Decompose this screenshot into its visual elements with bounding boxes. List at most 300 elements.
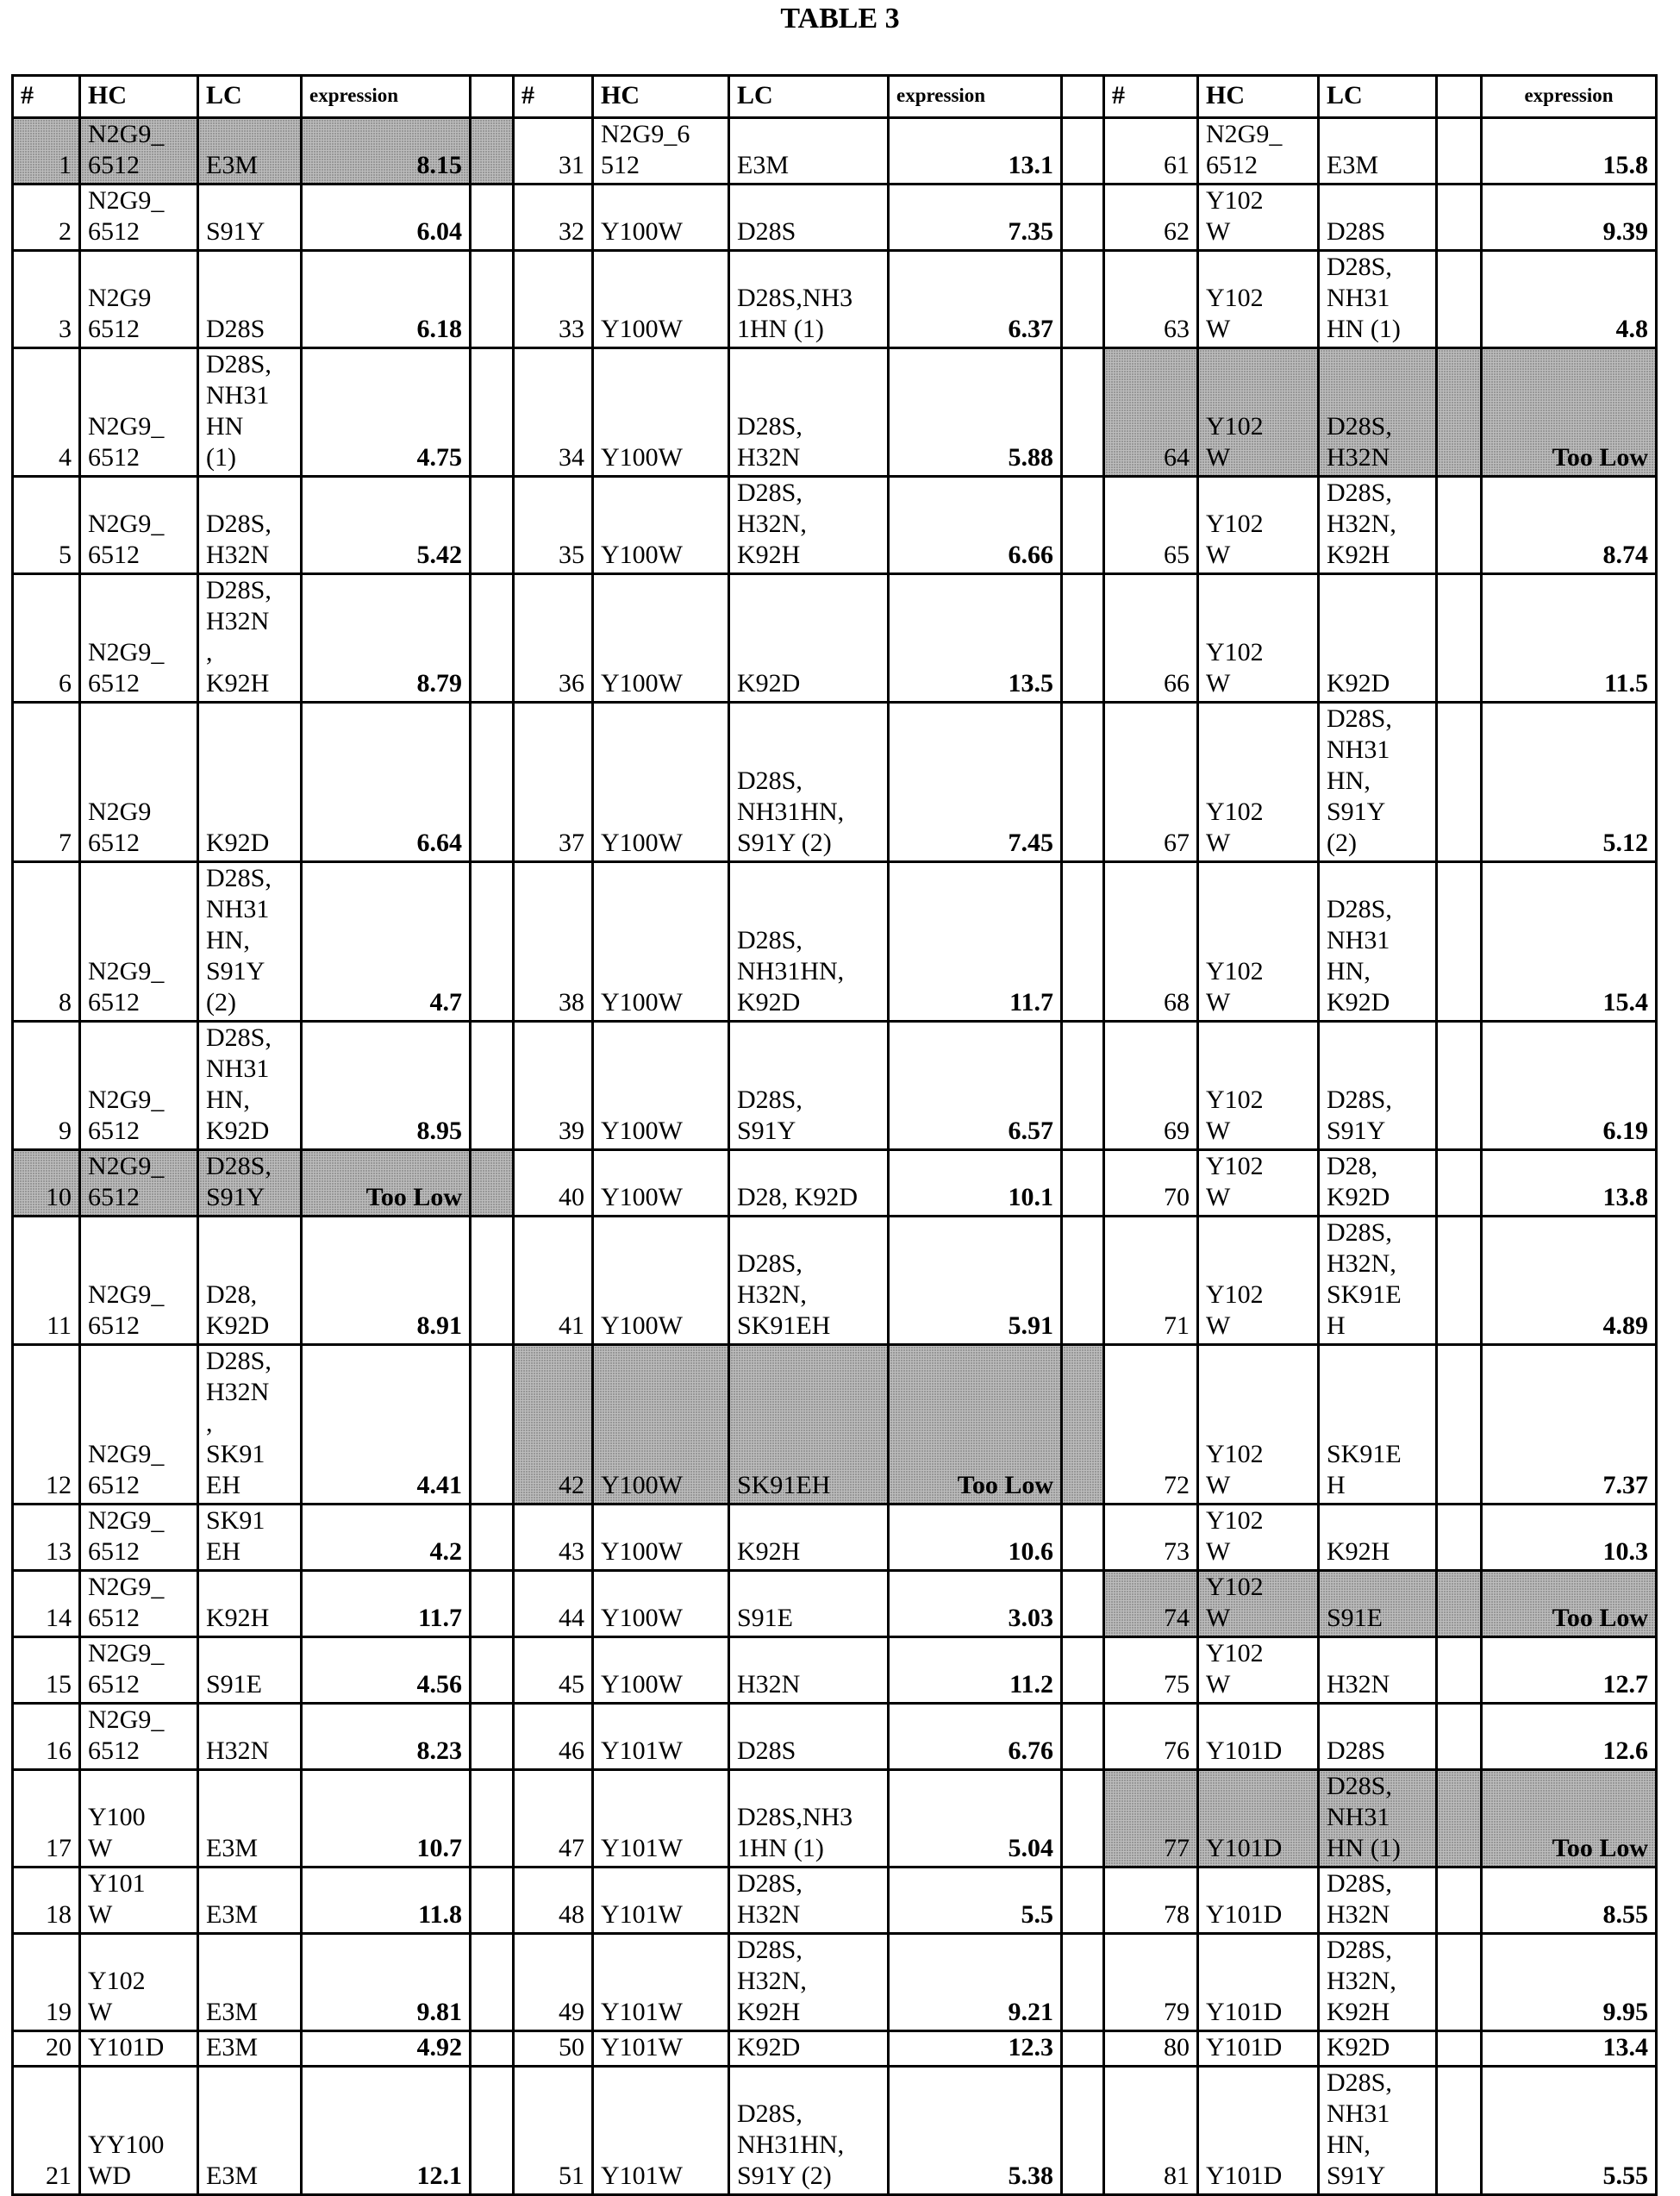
cell-spacer	[1437, 477, 1482, 574]
cell-lc: K92H	[1319, 1505, 1437, 1571]
cell-hc: Y101D	[80, 2031, 198, 2067]
cell-number: 68	[1104, 862, 1198, 1022]
cell-spacer	[471, 1704, 514, 1770]
cell-expression: 9.95	[1482, 1934, 1657, 2031]
cell-number: 67	[1104, 703, 1198, 862]
cell-number: 40	[514, 1150, 593, 1217]
cell-expression: 11.2	[889, 1637, 1062, 1704]
cell-expression: 8.79	[302, 574, 471, 703]
cell-lc: E3M	[198, 2067, 302, 2195]
cell-lc: E3M	[198, 1770, 302, 1868]
cell-lc: D28S, NH31 HN, S91Y (2)	[198, 862, 302, 1022]
cell-expression: 5.88	[889, 348, 1062, 477]
cell-spacer	[471, 477, 514, 574]
cell-expression: 4.56	[302, 1637, 471, 1704]
cell-expression: 4.75	[302, 348, 471, 477]
cell-spacer	[1437, 1704, 1482, 1770]
cell-expression: 8.23	[302, 1704, 471, 1770]
cell-expression: Too Low	[302, 1150, 471, 1217]
table-row	[13, 1770, 1657, 1868]
cell-hc: N2G9_ 6512	[80, 1637, 198, 1704]
cell-hc: Y101W	[593, 1934, 729, 2031]
cell-expression: 4.89	[1482, 1217, 1657, 1345]
cell-hc: Y102 W	[1198, 1022, 1319, 1150]
cell-hc: Y101W	[593, 1770, 729, 1868]
cell-spacer	[471, 1934, 514, 2031]
cell-spacer	[1062, 477, 1104, 574]
cell-expression: 9.81	[302, 1934, 471, 2031]
table-row	[13, 1934, 1657, 2031]
cell-expression: 4.41	[302, 1345, 471, 1505]
cell-hc: Y101D	[1198, 1868, 1319, 1934]
cell-expression: 13.1	[889, 118, 1062, 185]
cell-number: 20	[13, 2031, 80, 2067]
header-spacer	[471, 76, 514, 118]
cell-hc: Y100W	[593, 1505, 729, 1571]
cell-lc: E3M	[729, 118, 889, 185]
cell-lc: E3M	[198, 118, 302, 185]
cell-number: 31	[514, 118, 593, 185]
cell-expression: 9.21	[889, 1934, 1062, 2031]
cell-spacer	[1437, 862, 1482, 1022]
cell-hc: Y100W	[593, 185, 729, 251]
cell-spacer	[1062, 348, 1104, 477]
cell-expression: 15.4	[1482, 862, 1657, 1022]
cell-lc: D28S, H32N, K92H	[729, 477, 889, 574]
cell-hc: N2G9_ 6512	[80, 477, 198, 574]
cell-number: 9	[13, 1022, 80, 1150]
table-row	[13, 477, 1657, 574]
cell-lc: D28S, H32N , SK91 EH	[198, 1345, 302, 1505]
cell-hc: N2G9_ 6512	[80, 1704, 198, 1770]
cell-spacer	[1437, 1770, 1482, 1868]
cell-number: 45	[514, 1637, 593, 1704]
cell-spacer	[1062, 118, 1104, 185]
cell-lc: D28S, NH31 HN (1)	[1319, 251, 1437, 348]
table-row	[13, 118, 1657, 185]
header-spacer	[1437, 76, 1482, 118]
cell-lc: S91Y	[198, 185, 302, 251]
cell-expression: 15.8	[1482, 118, 1657, 185]
cell-spacer	[1437, 1022, 1482, 1150]
cell-number: 73	[1104, 1505, 1198, 1571]
cell-spacer	[1437, 1934, 1482, 2031]
cell-hc: Y102 W	[1198, 185, 1319, 251]
cell-expression: 10.1	[889, 1150, 1062, 1217]
cell-hc: Y100W	[593, 862, 729, 1022]
cell-spacer	[471, 2067, 514, 2195]
table-row	[13, 2031, 1657, 2067]
header-lc: LC	[729, 76, 889, 118]
header-lc: LC	[198, 76, 302, 118]
cell-lc: S91E	[729, 1571, 889, 1637]
cell-lc: D28S, H32N	[1319, 1868, 1437, 1934]
cell-expression: 12.1	[302, 2067, 471, 2195]
table-row	[13, 185, 1657, 251]
cell-hc: N2G9_ 6512	[1198, 118, 1319, 185]
cell-number: 32	[514, 185, 593, 251]
cell-lc: D28S, H32N, K92H	[1319, 1934, 1437, 2031]
cell-number: 7	[13, 703, 80, 862]
cell-expression: 4.7	[302, 862, 471, 1022]
header-expression: expression	[889, 76, 1062, 118]
cell-hc: Y102 W	[1198, 1505, 1319, 1571]
cell-hc: Y101D	[1198, 2031, 1319, 2067]
cell-number: 76	[1104, 1704, 1198, 1770]
cell-number: 70	[1104, 1150, 1198, 1217]
cell-expression: 6.04	[302, 185, 471, 251]
cell-hc: Y102 W	[1198, 348, 1319, 477]
table-row	[13, 251, 1657, 348]
cell-hc: Y102 W	[80, 1934, 198, 2031]
table-row	[13, 574, 1657, 703]
cell-number: 61	[1104, 118, 1198, 185]
cell-lc: D28S, S91Y	[198, 1150, 302, 1217]
cell-spacer	[471, 1345, 514, 1505]
cell-number: 11	[13, 1217, 80, 1345]
cell-spacer	[1062, 1571, 1104, 1637]
cell-expression: 6.66	[889, 477, 1062, 574]
cell-number: 72	[1104, 1345, 1198, 1505]
cell-lc: H32N	[1319, 1637, 1437, 1704]
cell-hc: Y100W	[593, 1150, 729, 1217]
cell-hc: Y101D	[1198, 1934, 1319, 2031]
cell-hc: N2G9 6512	[80, 703, 198, 862]
cell-expression: 5.42	[302, 477, 471, 574]
cell-number: 42	[514, 1345, 593, 1505]
cell-number: 19	[13, 1934, 80, 2031]
cell-hc: Y102 W	[1198, 477, 1319, 574]
cell-spacer	[1437, 348, 1482, 477]
cell-spacer	[471, 1022, 514, 1150]
cell-lc: D28S, H32N, K92H	[729, 1934, 889, 2031]
cell-lc: D28S, NH31 HN, K92D	[1319, 862, 1437, 1022]
cell-expression: 7.35	[889, 185, 1062, 251]
cell-number: 80	[1104, 2031, 1198, 2067]
cell-lc: D28S,NH3 1HN (1)	[729, 1770, 889, 1868]
cell-expression: Too Low	[1482, 1770, 1657, 1868]
cell-hc: Y101W	[593, 2067, 729, 2195]
cell-number: 5	[13, 477, 80, 574]
cell-number: 16	[13, 1704, 80, 1770]
cell-expression: 8.55	[1482, 1868, 1657, 1934]
cell-hc: Y101D	[1198, 1770, 1319, 1868]
cell-number: 71	[1104, 1217, 1198, 1345]
cell-hc: N2G9_ 6512	[80, 862, 198, 1022]
header-expression: expression	[302, 76, 471, 118]
cell-spacer	[1062, 251, 1104, 348]
cell-number: 1	[13, 118, 80, 185]
cell-expression: 9.39	[1482, 185, 1657, 251]
cell-spacer	[1437, 118, 1482, 185]
cell-hc: N2G9_ 6512	[80, 185, 198, 251]
cell-lc: D28S, NH31 HN, S91Y (2)	[1319, 703, 1437, 862]
cell-hc: Y101W	[593, 1704, 729, 1770]
cell-hc: N2G9_ 6512	[80, 1022, 198, 1150]
table-row	[13, 1571, 1657, 1637]
cell-expression: 8.95	[302, 1022, 471, 1150]
cell-lc: D28S	[729, 185, 889, 251]
cell-hc: Y101D	[1198, 2067, 1319, 2195]
cell-number: 39	[514, 1022, 593, 1150]
cell-spacer	[471, 1637, 514, 1704]
cell-number: 21	[13, 2067, 80, 2195]
cell-number: 15	[13, 1637, 80, 1704]
cell-lc: D28S, S91Y	[729, 1022, 889, 1150]
cell-lc: S91E	[198, 1637, 302, 1704]
cell-number: 41	[514, 1217, 593, 1345]
cell-hc: Y102 W	[1198, 574, 1319, 703]
cell-spacer	[1437, 2031, 1482, 2067]
cell-spacer	[471, 1770, 514, 1868]
cell-number: 3	[13, 251, 80, 348]
cell-number: 8	[13, 862, 80, 1022]
cell-number: 50	[514, 2031, 593, 2067]
cell-lc: S91E	[1319, 1571, 1437, 1637]
cell-lc: D28S, NH31HN, K92D	[729, 862, 889, 1022]
cell-lc: K92H	[729, 1505, 889, 1571]
cell-lc: K92D	[729, 2031, 889, 2067]
table-row	[13, 2067, 1657, 2195]
cell-number: 35	[514, 477, 593, 574]
cell-number: 49	[514, 1934, 593, 2031]
cell-expression: 5.12	[1482, 703, 1657, 862]
cell-spacer	[1062, 1505, 1104, 1571]
cell-number: 36	[514, 574, 593, 703]
cell-hc: N2G9_ 6512	[80, 1505, 198, 1571]
cell-spacer	[471, 1571, 514, 1637]
cell-expression: 13.5	[889, 574, 1062, 703]
cell-lc: SK91EH	[729, 1345, 889, 1505]
cell-hc: Y102 W	[1198, 862, 1319, 1022]
header-hc: HC	[1198, 76, 1319, 118]
cell-number: 46	[514, 1704, 593, 1770]
cell-lc: SK91E H	[1319, 1345, 1437, 1505]
cell-number: 18	[13, 1868, 80, 1934]
cell-hc: N2G9_ 6512	[80, 1217, 198, 1345]
cell-expression: 4.8	[1482, 251, 1657, 348]
cell-number: 65	[1104, 477, 1198, 574]
cell-spacer	[1062, 1704, 1104, 1770]
cell-lc: K92D	[1319, 2031, 1437, 2067]
cell-expression: 6.57	[889, 1022, 1062, 1150]
cell-lc: D28S, H32N, SK91EH	[729, 1217, 889, 1345]
cell-lc: D28S	[1319, 1704, 1437, 1770]
cell-spacer	[1062, 1868, 1104, 1934]
cell-hc: Y101D	[1198, 1704, 1319, 1770]
cell-expression: 5.55	[1482, 2067, 1657, 2195]
cell-spacer	[471, 185, 514, 251]
cell-number: 64	[1104, 348, 1198, 477]
cell-spacer	[1062, 1217, 1104, 1345]
cell-spacer	[1062, 1150, 1104, 1217]
table-row	[13, 1868, 1657, 1934]
cell-hc: Y100 W	[80, 1770, 198, 1868]
cell-lc: E3M	[198, 2031, 302, 2067]
table-row	[13, 1505, 1657, 1571]
cell-spacer	[1062, 1022, 1104, 1150]
cell-number: 4	[13, 348, 80, 477]
cell-lc: H32N	[729, 1637, 889, 1704]
cell-number: 33	[514, 251, 593, 348]
cell-lc: SK91 EH	[198, 1505, 302, 1571]
table-row	[13, 1704, 1657, 1770]
cell-expression: 13.4	[1482, 2031, 1657, 2067]
cell-spacer	[1437, 1571, 1482, 1637]
cell-expression: 6.19	[1482, 1022, 1657, 1150]
cell-number: 37	[514, 703, 593, 862]
cell-lc: D28S, H32N, SK91E H	[1319, 1217, 1437, 1345]
cell-spacer	[1062, 2067, 1104, 2195]
header-spacer	[1062, 76, 1104, 118]
cell-lc: D28S, NH31HN, S91Y (2)	[729, 2067, 889, 2195]
cell-hc: N2G9_ 6512	[80, 1345, 198, 1505]
cell-lc: D28S, H32N, K92H	[1319, 477, 1437, 574]
cell-hc: Y100W	[593, 1571, 729, 1637]
cell-lc: D28S, NH31 HN, S91Y	[1319, 2067, 1437, 2195]
cell-lc: D28S, NH31 HN (1)	[198, 348, 302, 477]
cell-hc: N2G9_ 6512	[80, 574, 198, 703]
cell-number: 63	[1104, 251, 1198, 348]
cell-number: 34	[514, 348, 593, 477]
table-row	[13, 348, 1657, 477]
cell-number: 14	[13, 1571, 80, 1637]
cell-expression: 6.76	[889, 1704, 1062, 1770]
cell-expression: 4.2	[302, 1505, 471, 1571]
cell-hc: Y102 W	[1198, 1571, 1319, 1637]
cell-expression: 8.15	[302, 118, 471, 185]
cell-spacer	[471, 703, 514, 862]
cell-spacer	[1437, 1345, 1482, 1505]
cell-expression: 5.5	[889, 1868, 1062, 1934]
cell-expression: 5.04	[889, 1770, 1062, 1868]
table-title: TABLE 3	[0, 2, 1680, 36]
cell-number: 44	[514, 1571, 593, 1637]
cell-hc: Y101W	[593, 2031, 729, 2067]
cell-lc: E3M	[198, 1868, 302, 1934]
cell-expression: 8.74	[1482, 477, 1657, 574]
cell-lc: D28S, H32N , K92H	[198, 574, 302, 703]
cell-number: 10	[13, 1150, 80, 1217]
cell-spacer	[471, 1868, 514, 1934]
cell-number: 79	[1104, 1934, 1198, 2031]
cell-number: 43	[514, 1505, 593, 1571]
header-hc: HC	[80, 76, 198, 118]
header-number: #	[514, 76, 593, 118]
cell-number: 47	[514, 1770, 593, 1868]
cell-hc: Y102 W	[1198, 1150, 1319, 1217]
cell-lc: D28S, S91Y	[1319, 1022, 1437, 1150]
cell-expression: 11.7	[889, 862, 1062, 1022]
cell-expression: 4.92	[302, 2031, 471, 2067]
cell-expression: 6.64	[302, 703, 471, 862]
cell-hc: Y100W	[593, 348, 729, 477]
cell-number: 2	[13, 185, 80, 251]
cell-spacer	[1062, 862, 1104, 1022]
cell-hc: N2G9_ 6512	[80, 1150, 198, 1217]
cell-lc: K92H	[198, 1571, 302, 1637]
cell-lc: E3M	[1319, 118, 1437, 185]
cell-number: 12	[13, 1345, 80, 1505]
cell-expression: 5.38	[889, 2067, 1062, 2195]
cell-spacer	[1062, 2031, 1104, 2067]
cell-spacer	[1437, 1217, 1482, 1345]
cell-hc: Y102 W	[1198, 251, 1319, 348]
table-row	[13, 1217, 1657, 1345]
cell-expression: Too Low	[889, 1345, 1062, 1505]
cell-lc: K92D	[198, 703, 302, 862]
cell-lc: K92D	[729, 574, 889, 703]
cell-spacer	[1062, 1637, 1104, 1704]
table-row	[13, 1150, 1657, 1217]
cell-lc: D28S, H32N	[1319, 348, 1437, 477]
cell-hc: Y100W	[593, 574, 729, 703]
cell-expression: 5.91	[889, 1217, 1062, 1345]
table-row	[13, 862, 1657, 1022]
cell-hc: Y101 W	[80, 1868, 198, 1934]
cell-spacer	[1437, 703, 1482, 862]
cell-number: 77	[1104, 1770, 1198, 1868]
cell-hc: Y102 W	[1198, 1217, 1319, 1345]
cell-expression: 3.03	[889, 1571, 1062, 1637]
cell-hc: Y100W	[593, 1217, 729, 1345]
header-expression: expression	[1482, 76, 1657, 118]
cell-hc: N2G9_ 6512	[80, 1571, 198, 1637]
cell-number: 6	[13, 574, 80, 703]
cell-expression: 10.3	[1482, 1505, 1657, 1571]
cell-expression: 11.7	[302, 1571, 471, 1637]
cell-expression: 8.91	[302, 1217, 471, 1345]
cell-hc: Y102 W	[1198, 1345, 1319, 1505]
cell-spacer	[471, 2031, 514, 2067]
cell-spacer	[1437, 1150, 1482, 1217]
cell-spacer	[471, 862, 514, 1022]
cell-hc: YY100 WD	[80, 2067, 198, 2195]
cell-number: 17	[13, 1770, 80, 1868]
cell-lc: D28, K92D	[729, 1150, 889, 1217]
cell-spacer	[1062, 1770, 1104, 1868]
cell-lc: D28S, NH31HN, S91Y (2)	[729, 703, 889, 862]
cell-spacer	[1437, 574, 1482, 703]
cell-hc: Y102 W	[1198, 1637, 1319, 1704]
header-number: #	[13, 76, 80, 118]
cell-lc: D28, K92D	[198, 1217, 302, 1345]
cell-spacer	[1437, 185, 1482, 251]
cell-spacer	[1437, 1868, 1482, 1934]
cell-lc: D28S, H32N	[729, 348, 889, 477]
cell-spacer	[471, 251, 514, 348]
cell-spacer	[471, 348, 514, 477]
cell-number: 75	[1104, 1637, 1198, 1704]
cell-lc: D28S	[1319, 185, 1437, 251]
cell-number: 69	[1104, 1022, 1198, 1150]
cell-spacer	[471, 1505, 514, 1571]
cell-hc: Y100W	[593, 251, 729, 348]
cell-number: 74	[1104, 1571, 1198, 1637]
cell-hc: Y101W	[593, 1868, 729, 1934]
cell-lc: D28S,NH3 1HN (1)	[729, 251, 889, 348]
cell-number: 62	[1104, 185, 1198, 251]
cell-spacer	[1062, 703, 1104, 862]
cell-hc: Y100W	[593, 703, 729, 862]
cell-lc: D28S, H32N	[198, 477, 302, 574]
cell-spacer	[471, 1217, 514, 1345]
header-row	[13, 76, 1657, 118]
cell-spacer	[1437, 2067, 1482, 2195]
cell-hc: Y100W	[593, 1345, 729, 1505]
cell-expression: 6.18	[302, 251, 471, 348]
header-lc: LC	[1319, 76, 1437, 118]
